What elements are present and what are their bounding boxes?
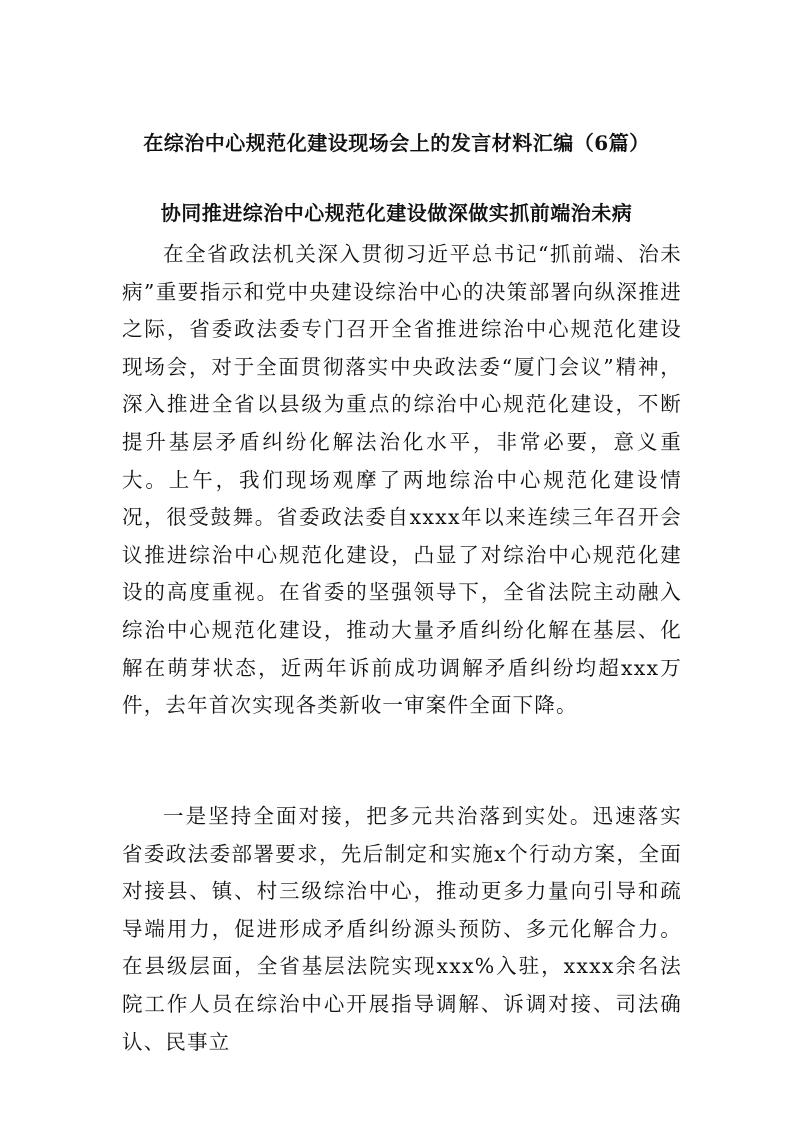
document-subtitle: 协同推进综治中心规范化建设做深做实抓前端治未病 [160,201,633,225]
body-paragraph: 一是坚持全面对接，把多元共治落到实处。迅速落实省委政法委部署要求，先后制定和实施x个行动方案，全面对接县、镇、村三级综治中心，推动更多力量向引导和疏导端用力，促进形成矛盾纠纷源头预防、多元化解合力。在县级层面，全省基层法院实现xxx%入驻，xxxx余名法院工作人员在综治中心开展指导调解、诉调对接、司法确认、民事立 [122,804,682,1054]
body-paragraph: 在全省政法机关深入贯彻习近平总书记“抓前端、治未病”重要指示和党中央建设综治中心的决策部署向纵深推进之际，省委政法委专门召开全省推进综治中心规范化建设现场会，对于全面贯彻落实中央政法委“厦门会议”精神，深入推进全省以县级为重点的综治中心规范化建设，不断提升基层矛盾纠纷化解法治化水平，非常必要，意义重大。上午，我们现场观摩了两地综治中心规范化建设情况，很受鼓舞。省委政法委自xxxx年以来连续三年召开会议推进综治中心规范化建设，凸显了对综治中心规范化建设的高度重视。在省委的坚强领导下，全省法院主动融入综治中心规范化建设，推动大量矛盾纠纷化解在基层、化解在萌芽状态，近两年诉前成功调解矛盾纠纷均超xxx万件，去年首次实现各类新收一审案件全面下降。 [122,242,682,718]
document-title: 在综治中心规范化建设现场会上的发言材料汇编（6篇） [143,131,650,155]
